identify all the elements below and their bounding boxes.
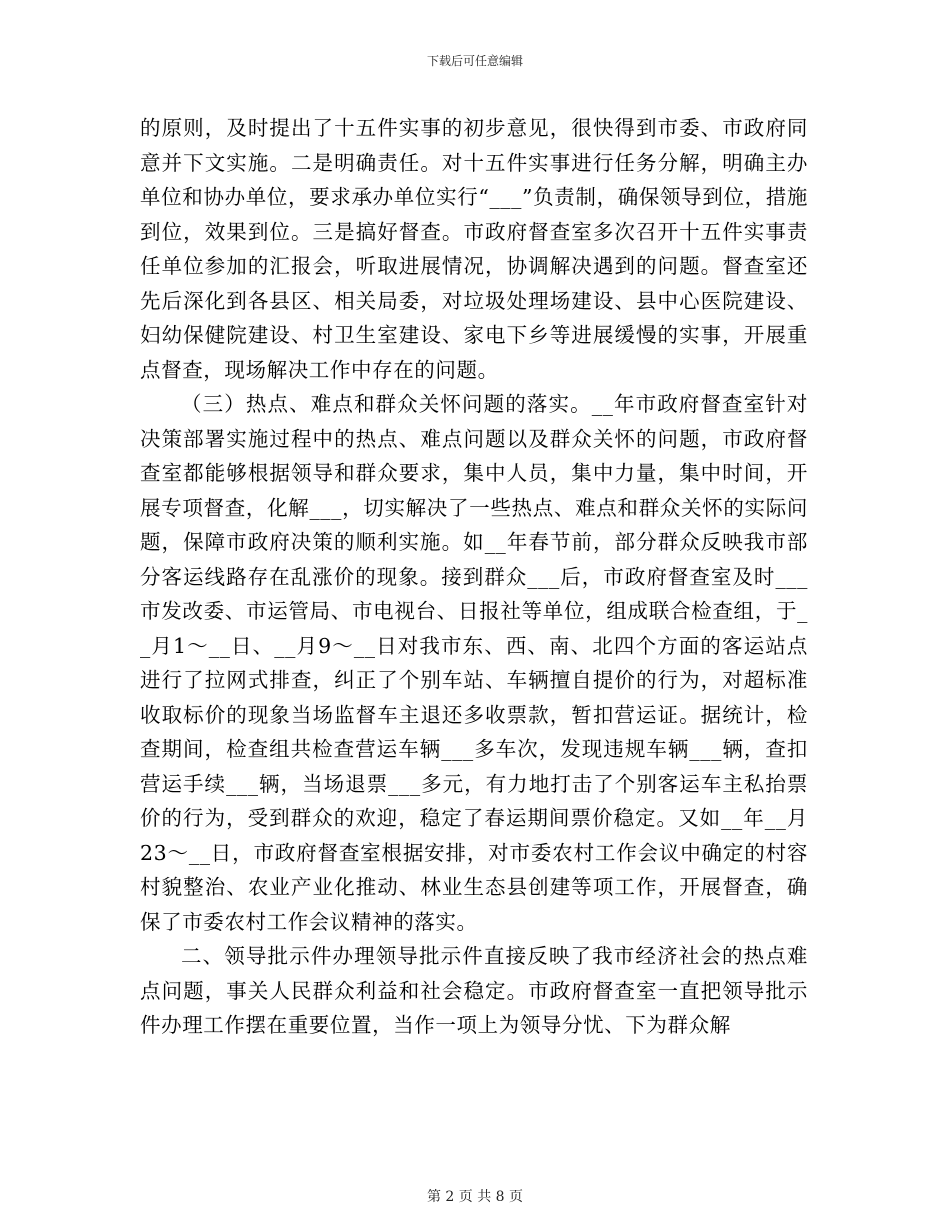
paragraph-section-two-heading: 二、领导批示件办理领导批示件直接反映了我市经济社会的热点难点问题，事关人民群众利益和社会稳定。市政府督查室一直把领导批示件办理工作摆在重要位置，当作一项上为领导分忧、下为群众解	[140, 944, 808, 1037]
paragraph-continuation: 的原则，及时提出了十五件实事的初步意见，很快得到市委、市政府同意并下文实施。二是明确责任。对十五件实事进行任务分解，明确主办单位和协办单位，要求承办单位实行“___”负责制，确保领导到位，措施到位，效果到位。三是搞好督查。市政府督查室多次召开十五件实事责任单位参加的汇报会，听取进展情况，协调解决遇到的问题。督查室还先后深化到各县区、相关局委，对垃圾处理场建设、县中心医院建设、妇幼保健院建设、村卫生室建设、家电下乡等进展缓慢的实事，开展重点督查，现场解决工作中存在的问题。	[140, 116, 808, 382]
paragraph-section-three: （三）热点、难点和群众关怀问题的落实。__年市政府督查室针对决策部署实施过程中的热点、难点问题以及群众关怀的问题，市政府督查室都能够根据领导和群众要求，集中人员，集中力量，集中时间，开展专项督查，化解___，切实解决了一些热点、难点和群众关怀的实际问题，保障市政府决策的顺利实施。如__年春节前，部分群众反映我市部分客运线路存在乱涨价的现象。接到群众___后，市政府督查室及时___市发改委、市运管局、市电视台、日报社等单位，组成联合检查组，于__月1～__日、__月9～__日对我市东、西、南、北四个方面的客运站点进行了拉网式排查，纠正了个别车站、车辆擅自提价的行为，对超标准收取标价的现象当场监督车主退还多收票款，暂扣营运证。据统计，检查期间，检查组共检查营运车辆___多车次，发现违规车辆___辆，查扣营运手续___辆，当场退票___多元，有力地打击了个别客运车主私抬票价的行为，受到群众的欢迎，稳定了春运期间票价稳定。又如__年__月23～__日，市政府督查室根据安排，对市委农村工作会议中确定的村容村貌整治、农业产业化推动、林业生态县创建等项工作，开展督查，确保了市委农村工作会议精神的落实。	[140, 392, 808, 934]
page-header-note: 下载后可任意编辑	[426, 54, 523, 68]
document-body	[140, 111, 808, 1043]
page-number-footer: 第 2 页 共 8 页	[426, 1189, 524, 1205]
